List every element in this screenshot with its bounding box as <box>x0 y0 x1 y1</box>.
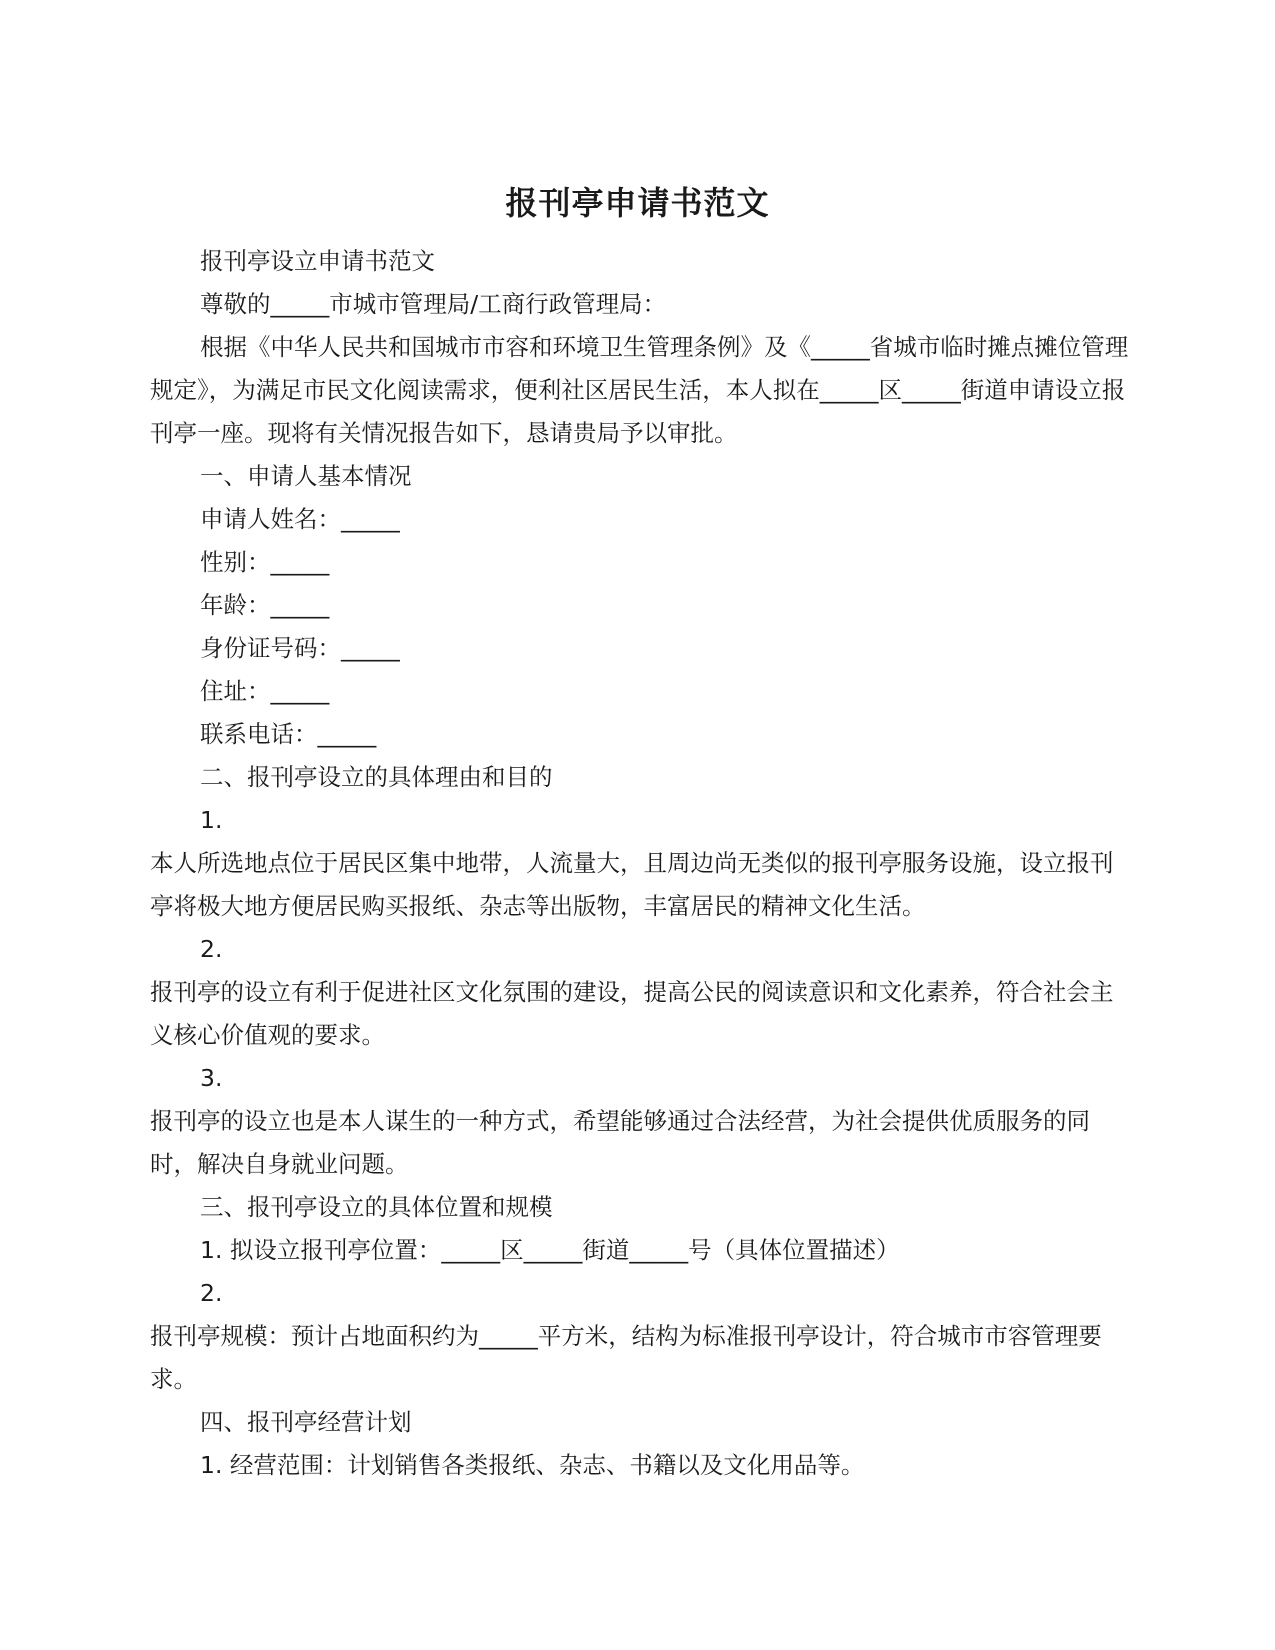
address-line: 住址：_____ <box>200 677 330 705</box>
business-scope-line: 1. 经营范围：计划销售各类报纸、杂志、书籍以及文化用品等。 <box>200 1451 865 1479</box>
applicant-name-line: 申请人姓名：_____ <box>200 505 400 533</box>
section-heading-1: 一、申请人基本情况 <box>200 462 412 490</box>
reason-paragraph: 本人所选地点位于居民区集中地带，人流量大，且周边尚无类似的报刊亭服务设施，设立报刊亭将极大地方便居民购买报纸、杂志等出版物，丰富居民的精神文化生活。 <box>150 849 1114 920</box>
scale-paragraph: 报刊亭规模：预计占地面积约为_____平方米，结构为标准报刊亭设计，符合城市市容管理要求。 <box>150 1322 1102 1393</box>
salutation-paragraph: 尊敬的_____市城市管理局/工商行政管理局： <box>200 290 667 318</box>
list-number: 1. <box>200 806 223 834</box>
list-number: 3. <box>200 1064 223 1092</box>
age-line: 年龄：_____ <box>200 591 330 619</box>
section-heading-4: 四、报刊亭经营计划 <box>200 1408 412 1436</box>
section-heading-3: 三、报刊亭设立的具体位置和规模 <box>200 1193 553 1221</box>
reason-paragraph: 报刊亭的设立也是本人谋生的一种方式，希望能够通过合法经营，为社会提供优质服务的同时，解决自身就业问题。 <box>150 1107 1090 1178</box>
intro-paragraph: 根据《中华人民共和国城市市容和环境卫生管理条例》及《_____省城市临时摊点摊位管理规定》，为满足市民文化阅读需求，便利社区居民生活，本人拟在_____区_____街道申请设立报刊亭一座。现将有关情况报告如下，恳请贵局予以审批。 <box>150 333 1129 447</box>
reason-paragraph: 报刊亭的设立有利于促进社区文化氛围的建设，提高公民的阅读意识和文化素养，符合社会主义核心价值观的要求。 <box>150 978 1114 1049</box>
document-title: 报刊亭申请书范文 <box>505 184 770 222</box>
document-body <box>150 240 1130 1487</box>
section-heading-2: 二、报刊亭设立的具体理由和目的 <box>200 763 553 791</box>
id-number-line: 身份证号码：_____ <box>200 634 400 662</box>
list-number: 2. <box>200 1279 223 1307</box>
list-number: 2. <box>200 935 223 963</box>
gender-line: 性别：_____ <box>200 548 330 576</box>
phone-line: 联系电话：_____ <box>200 720 377 748</box>
location-line: 1. 拟设立报刊亭位置：_____区_____街道_____号（具体位置描述） <box>200 1236 900 1264</box>
subtitle-paragraph: 报刊亭设立申请书范文 <box>200 247 435 275</box>
